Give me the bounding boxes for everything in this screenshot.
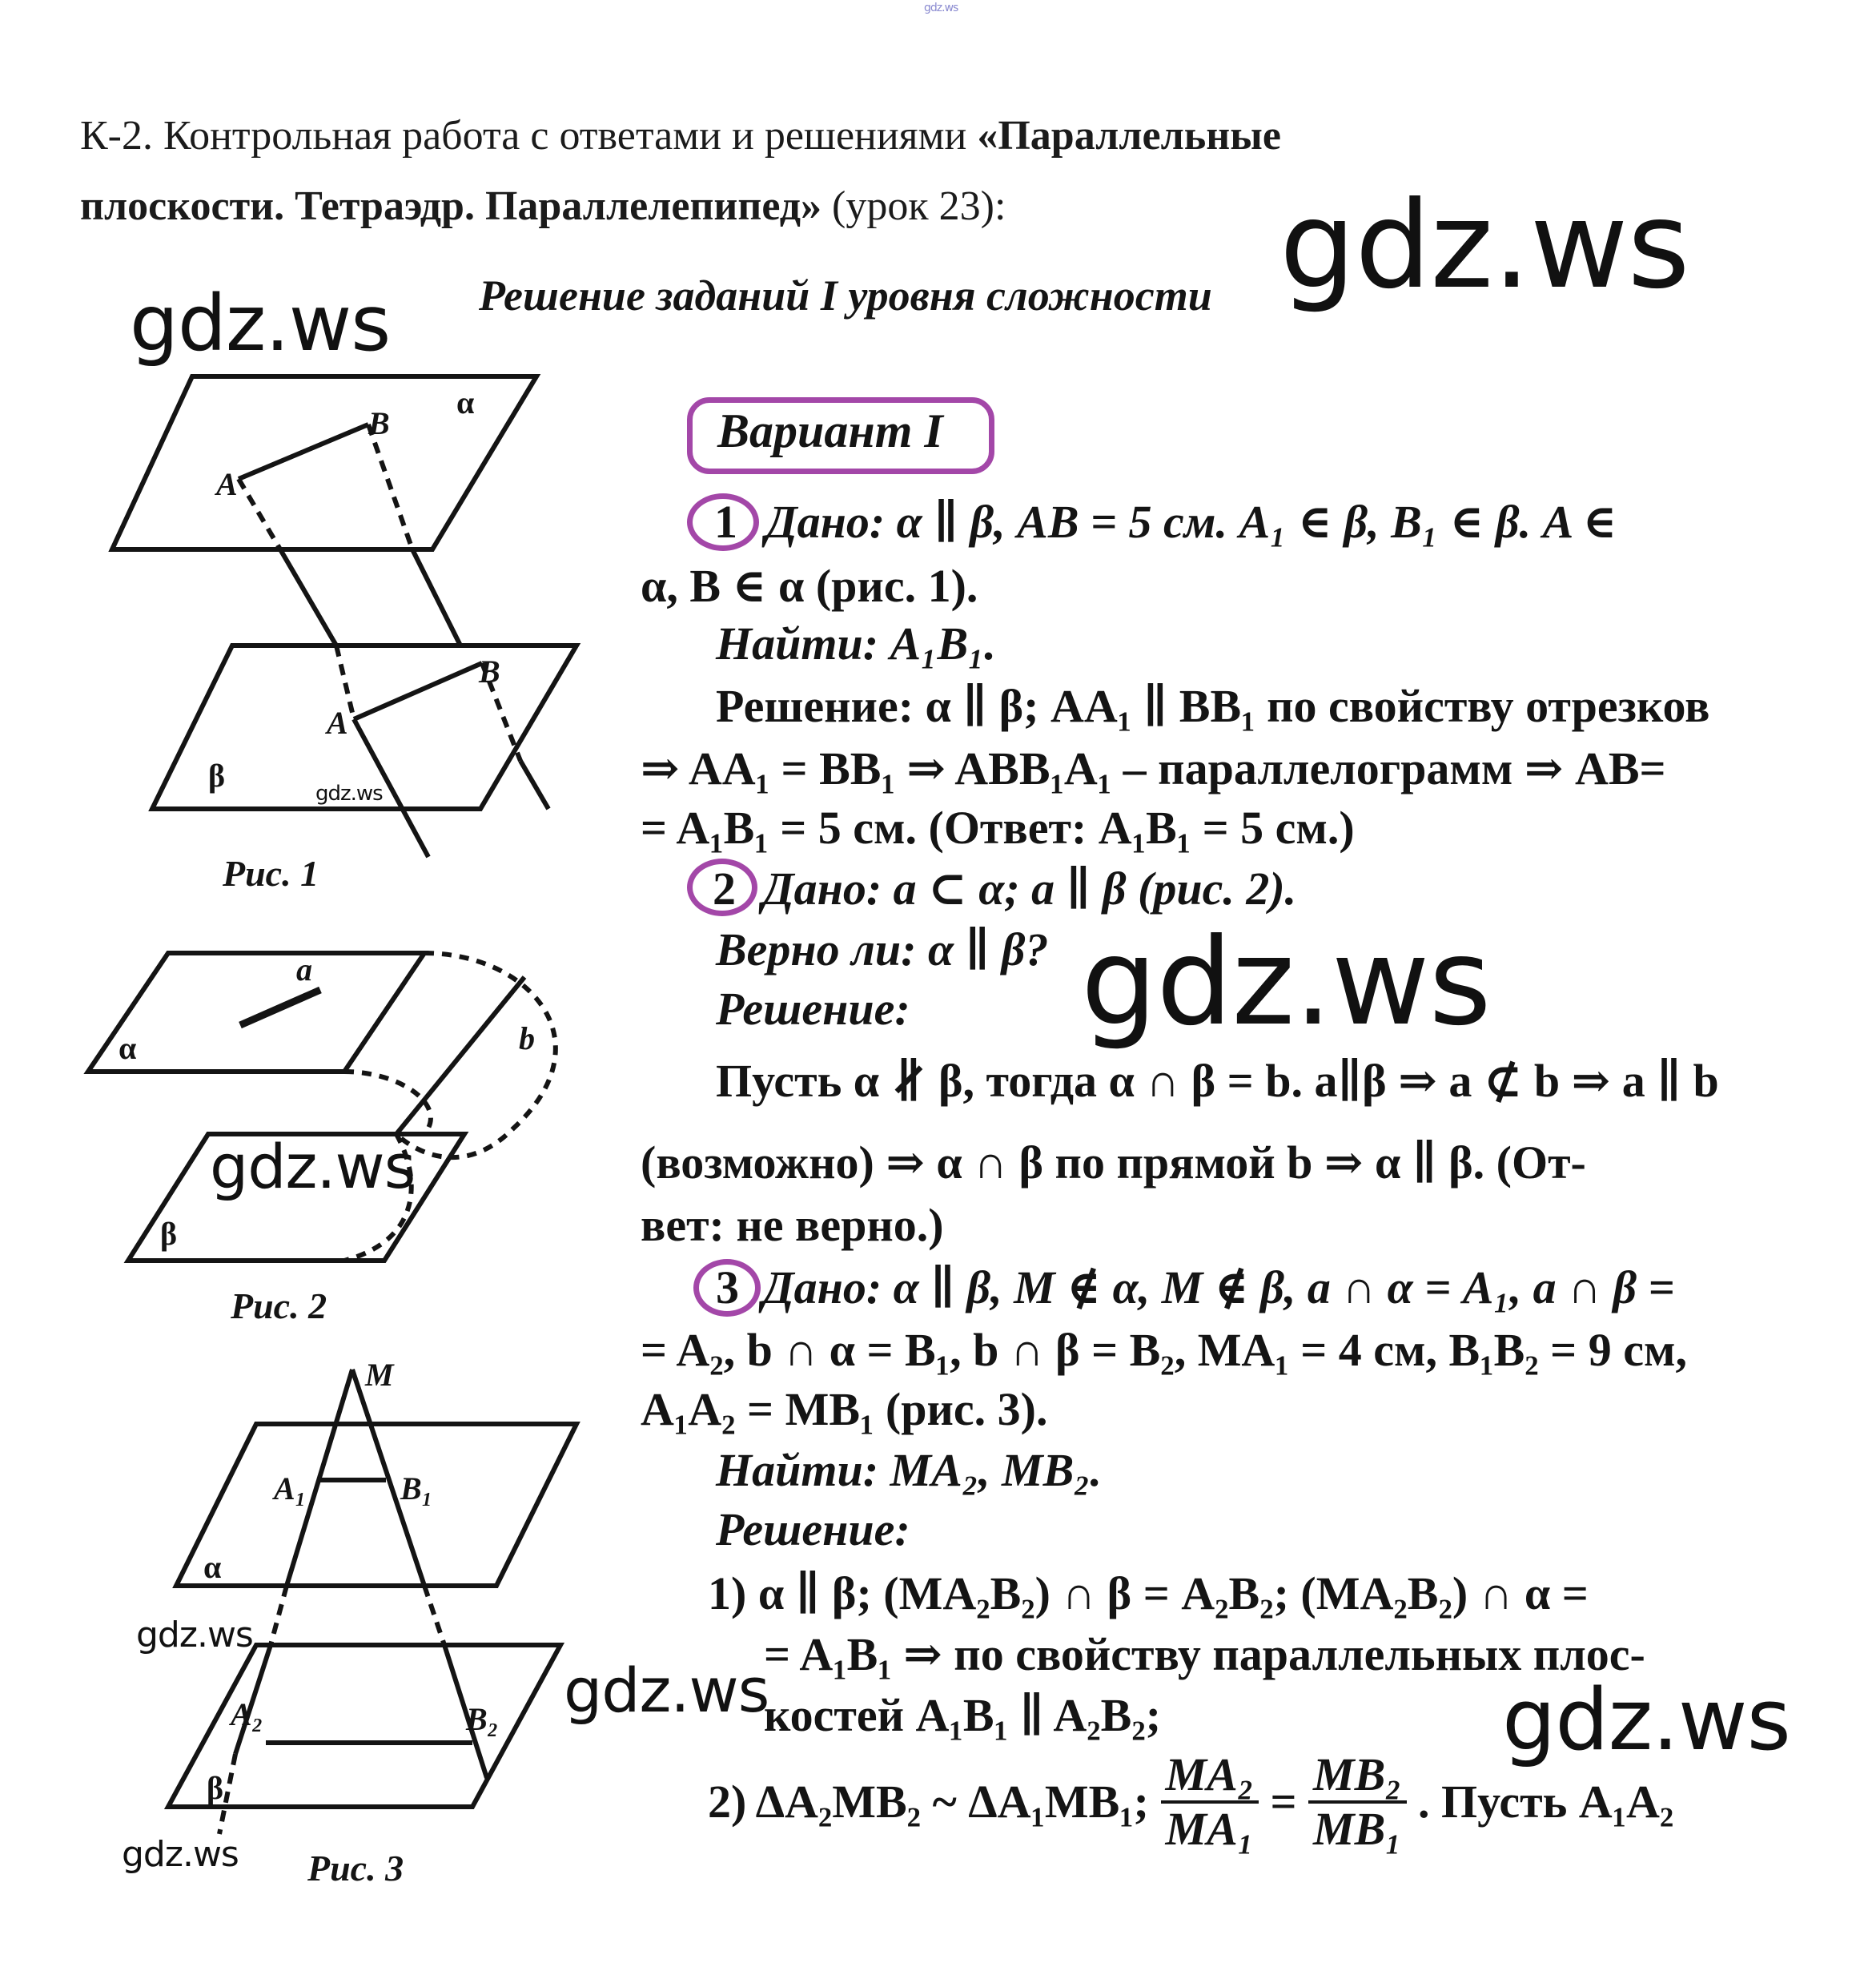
task1-find: Найти: A₁B₁. [716,617,996,670]
figure-2 [80,945,601,1273]
task3-step2-suffix: . Пусть A₁A₂ [1418,1776,1674,1828]
label-b-bottom: B [479,654,500,690]
fraction-mb-denominator: MB₁ [1313,1803,1402,1855]
watermark-top-left: gdz.ws [130,279,391,368]
watermark-fig2: gdz.ws [210,1131,416,1202]
label-a2: A₂ [231,1696,263,1732]
label-a: a [296,951,312,987]
task2-solution-label: Решение: [716,983,910,1035]
title-bold-2: плоскости. Тетраэдр. Параллелепипед» [80,183,822,229]
task2-solution-2: (возможно) ⇒ α ∩ β по прямой b ⇒ α ∥ β. (От- [641,1136,1586,1189]
plane-alpha [88,953,424,1072]
task-number-2: 2 [713,863,736,915]
label-b1: B₁ [400,1470,433,1506]
task1-given: Дано: α ∥ β, AB = 5 см. A₁ ∈ β, B₁ ∈ β. A ∈ [765,496,1617,548]
watermark-bottom-left: gdz.ws [122,1834,239,1875]
label-beta: β [208,758,226,794]
task2-given: Дано: a ⊂ α; a ∥ β (рис. 2). [762,863,1297,915]
watermark-bottom-right: gdz.ws [1502,1671,1790,1769]
page-title [80,101,1281,242]
fraction-ma-denominator: MA₁ [1165,1803,1254,1855]
task3-step1-3: костей A₁B₁ ∥ A₂B₂; [764,1689,1162,1741]
task3-solution-label: Решение: [716,1503,910,1555]
task3-given-3: A₁A₂ = MB₁ (рис. 3). [641,1383,1048,1435]
label-b-top: B [368,405,390,441]
caption-fig2: Рис. 2 [231,1285,327,1326]
label-alpha: α [119,1030,137,1066]
task-number-1: 1 [714,496,737,548]
top-watermark: gdz.ws [924,2,958,14]
plane-beta [128,1134,464,1261]
label-b: b [519,1020,535,1056]
line-a [240,990,320,1025]
task3-step1-1: 1) α ∥ β; (MA₂B₂) ∩ β = A₂B₂; (MA₂B₂) ∩ α = [708,1567,1589,1619]
variant-label: Вариант I [717,404,943,457]
label-m: M [365,1357,394,1393]
fraction-ma-numerator: MA₂ [1161,1749,1259,1804]
segment-ab-bottom [354,663,482,719]
label-a-bottom: A [327,705,348,741]
task3-step1-2: = A₁B₁ ⇒ по свойству параллельных плос- [764,1628,1645,1680]
task2-answer: вет: не верно.) [641,1199,944,1251]
fraction-ma [1161,1749,1259,1855]
fraction-mb [1308,1749,1406,1855]
task1-solution-1: Решение: α ∥ β; AA₁ ∥ BB₁ по свойству отрезков [716,680,1710,732]
task3-given-1: Дано: α ∥ β, M ∉ α, M ∉ β, a ∩ α = A₁, a ∩ β = [762,1261,1675,1313]
watermark-large-top: gdz.ws [1279,176,1689,316]
figure-3 [152,1354,601,1850]
figure-1 [104,368,601,881]
title-bold-1: «Параллельные [977,113,1281,159]
line-b [396,977,524,1134]
title-prefix: К-2. Контрольная работа с ответами и решениями [80,113,978,159]
subheading: Решение заданий I уровня сложности [479,272,1212,320]
label-a1: A₁ [274,1470,307,1506]
task3-step2-prefix: 2) ΔA₂MB₂ ~ ΔA₁MB₁; [708,1776,1149,1828]
watermark-fig3-right: gdz.ws [564,1655,769,1726]
fraction-mb-numerator: MB₂ [1308,1749,1406,1804]
label-beta: β [160,1216,178,1252]
watermark-middle: gdz.ws [1081,913,1491,1052]
task2-solution-1: Пусть α ∦ β, тогда α ∩ β = b. a∥β ⇒ a ⊄ b ⇒ a ∥ b [716,1055,1719,1107]
task3-given-2: = A₂, b ∩ α = B₁, b ∩ β = B₂, MA₁ = 4 см, B₁B₂ = 9 см, [641,1324,1687,1376]
task3-find: Найти: MA₂, MB₂. [716,1444,1103,1496]
caption-fig3: Рис. 3 [307,1848,404,1888]
task1-given-cont: α, B ∈ α (рис. 1). [641,560,978,612]
task1-solution-2: ⇒ AA₁ = BB₁ ⇒ ABB₁A₁ – параллелограмм ⇒ AB= [641,742,1666,794]
label-beta: β [207,1770,224,1806]
label-b2: B₂ [466,1701,499,1737]
task-number-3: 3 [716,1261,739,1313]
task1-solution-3: = A₁B₁ = 5 см. (Ответ: A₁B₁ = 5 см.) [641,802,1355,854]
watermark-small-fig1: gdz.ws [315,782,383,806]
fraction-equals: = [1270,1776,1297,1828]
watermark-fig3-left: gdz.ws [136,1615,253,1655]
segment-ab-top [239,424,368,479]
plane-beta [168,1645,560,1807]
label-alpha: α [456,384,475,420]
label-alpha: α [203,1549,222,1585]
caption-fig1: Рис. 1 [223,853,319,894]
task2-question: Верно ли: α ∥ β? [716,923,1049,975]
title-suffix: (урок 23): [822,183,1006,229]
task3-step2 [708,1749,1673,1855]
label-a-top: A [216,466,238,502]
